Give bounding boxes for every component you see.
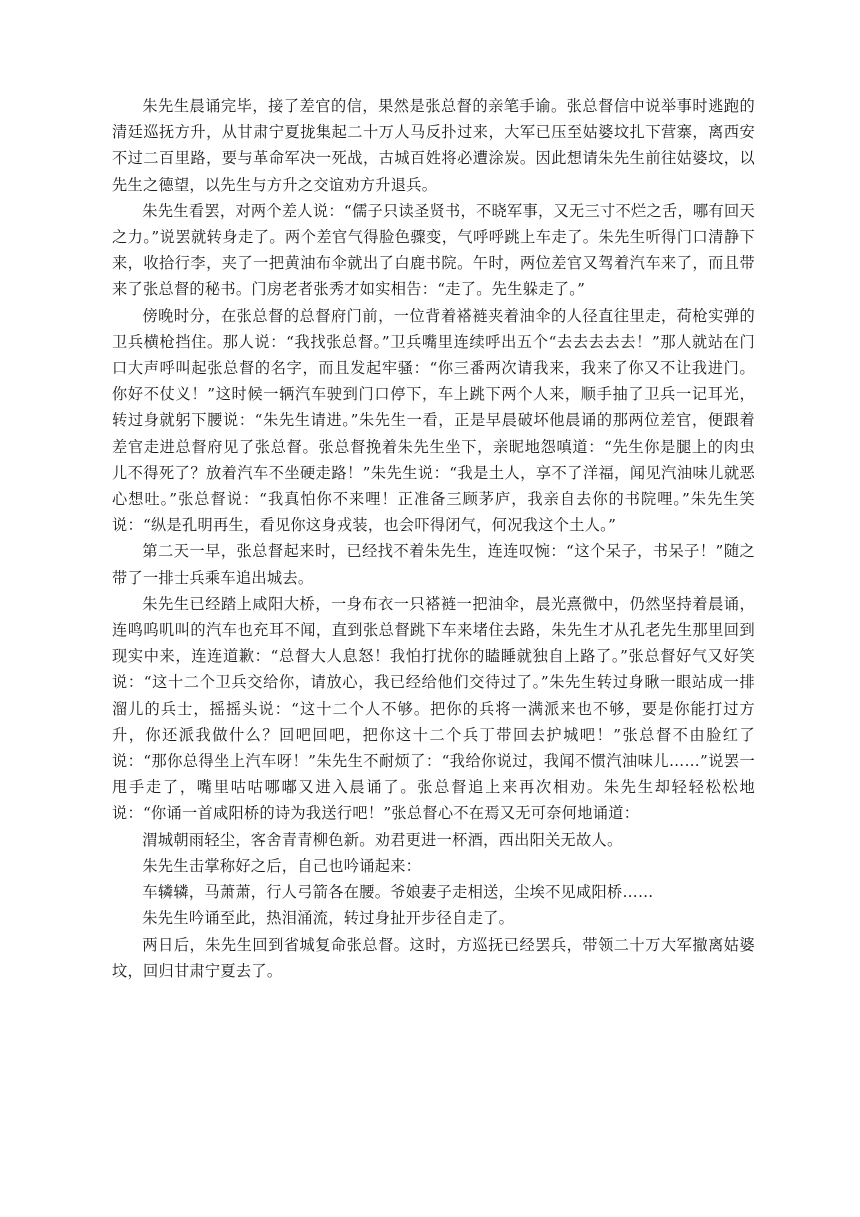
article-body	[112, 93, 755, 984]
paragraph-7: 朱先生吟诵至此，热泪涌流，转过身扯开步径自走了。	[142, 909, 515, 928]
quoted-poem-line-2: 车辚辚，马萧萧，行人弓箭各在腰。爷娘妻子走相送，尘埃不见咸阳桥……	[142, 883, 654, 902]
paragraph-5: 朱先生已经踏上咸阳大桥，一身布衣一只褡裢一把油伞，晨光熹微中，仍然坚持着晨诵，连鸣呜叽叫的汽车也充耳不闻，直到张总督跳下车来堵住去路，朱先生才从孔老先生那里回到现实中来，连连道歉：“总督大人息怒！我怕打扰你的瞌睡就独自上路了。”张总督好气又好笑说：“这十二个卫兵交给你，请放心，我已经给他们交待过了。”朱先生转过身瞅一眼站成一排溜儿的兵士，摇摇头说：“这十二个人不够。把你的兵将一满派来也不够，要是你能打过方升，你还派我做什么？回吧回吧，把你这十二个兵丁带回去护城吧！”张总督不由脸红了说：“那你总得坐上汽车呀！”朱先生不耐烦了：“我给你说过，我闻不惯汽油味儿……”说罢一甩手走了，嘴里咕咕哪嘟又进入晨诵了。张总督追上来再次相劝。朱先生却轻轻松松地说：“你诵一首咸阳桥的诗为我送行吧！”张总督心不在焉又无可奈何地诵道：	[112, 594, 755, 823]
paragraph-1: 朱先生晨诵完毕，接了差官的信，果然是张总督的亲笔手谕。张总督信中说举事时逃跑的清廷巡抚方升，从甘肃宁夏拢集起二十万人马反扑过来，大军已压至姑婆坟扎下营寨，离西安不过二百里路，要与革命军决一死战，古城百姓将必遭涂炭。因此想请朱先生前往姑婆坟，以先生之德望，以先生与方升之交谊劝方升退兵。	[112, 97, 755, 194]
paragraph-8: 两日后，朱先生回到省城复命张总督。这时，方巡抚已经罢兵，带领二十万大军撤离姑婆坟，回归甘肃宁夏去了。	[112, 935, 755, 980]
paragraph-3: 傍晚时分，在张总督的总督府门前，一位背着褡裢夹着油伞的人径直往里走，荷枪实弹的卫兵横枪挡住。那人说：“我找张总督。”卫兵嘴里连续呼出五个“去去去去去！”那人就站在门口大声呼叫起张总督的名字，而且发起牢骚：“你三番两次请我来，我来了你又不让我进门。你好不仗义！”这时候一辆汽车驶到门口停下，车上跳下两个人来，顺手抽了卫兵一记耳光，转过身就躬下腰说：“朱先生请进。”朱先生一看，正是早晨破坏他晨诵的那两位差官，便跟着差官走进总督府见了张总督。张总督挽着朱先生坐下，亲昵地怨嗔道：“先生你是腿上的肉虫儿不得死了？放着汽车不坐硬走路！”朱先生说：“我是土人，享不了洋福，闻见汽油味儿就恶心想吐。”张总督说：“我真怕你不来哩！正准备三顾茅庐，我亲自去你的书院哩。”朱先生笑说：“纵是孔明再生，看见你这身戎装，也会吓得闭气，何况我这个土人。”	[112, 306, 755, 535]
quoted-poem-line-1: 渭城朝雨轻尘，客舍青青柳色新。劝君更进一杯酒，西出阳关无故人。	[142, 830, 623, 849]
paragraph-6: 朱先生击掌称好之后，自己也吟诵起来：	[142, 856, 422, 875]
paragraph-4: 第二天一早，张总督起来时，已经找不着朱先生，连连叹惋：“这个呆子，书呆子！”随之带了一排士兵乘车追出城去。	[112, 542, 755, 587]
paragraph-2: 朱先生看罢，对两个差人说：“儒子只读圣贤书，不晓军事，又无三寸不烂之舌，哪有回天之力。”说罢就转身走了。两个差官气得脸色骤变，气呼呼跳上车走了。朱先生听得门口清静下来，收拾行李，夹了一把黄油布伞就出了白鹿书院。午时，两位差官又驾着汽车来了，而且带来了张总督的秘书。门房老者张秀才如实相告：“走了。先生躲走了。”	[112, 201, 755, 299]
